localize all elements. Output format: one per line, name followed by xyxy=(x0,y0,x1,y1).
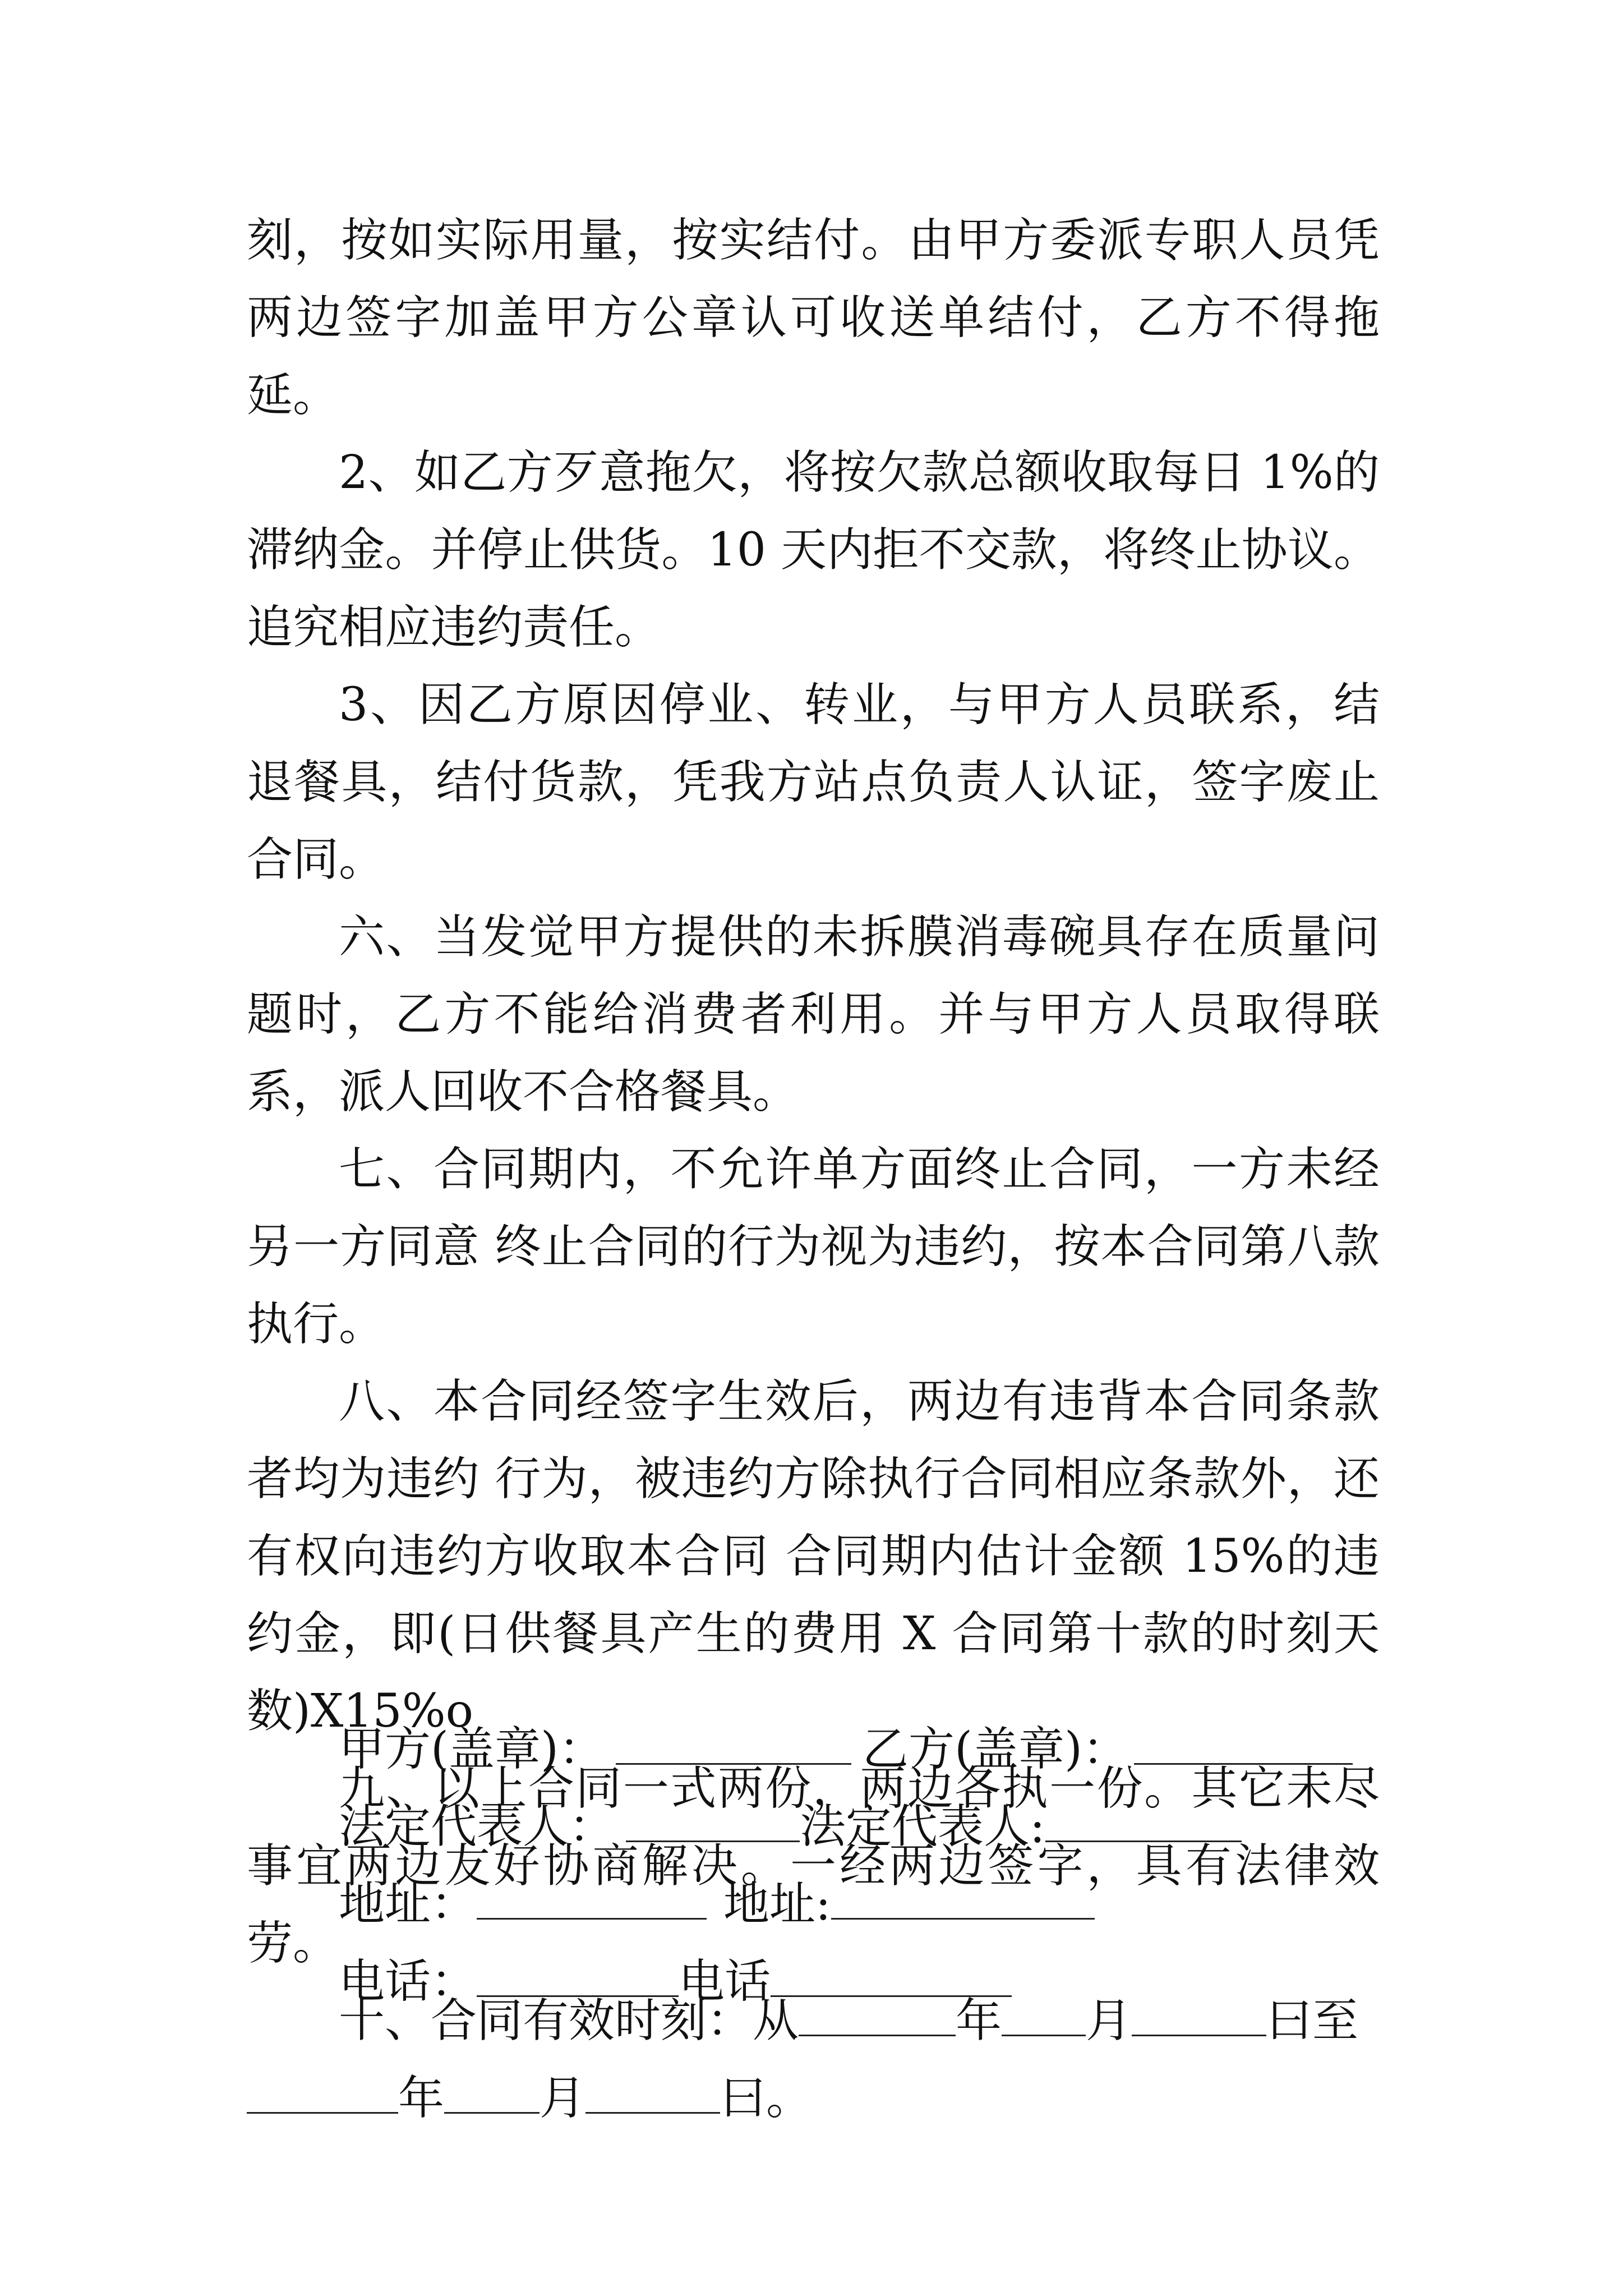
end-month-blank[interactable] xyxy=(444,2070,540,2114)
party-b-seal-blank[interactable] xyxy=(1134,1722,1353,1765)
phone-row xyxy=(339,1943,1353,2021)
legal-rep-row xyxy=(339,1788,1353,1866)
seal-row xyxy=(339,1711,1353,1788)
paragraph-quality-issue: 六、当发觉甲方提供的未拆膜消毒碗具存在质量问题时，乙方不能给消费者利用。并与甲方人员取得联系，派人回收不合格餐具。 xyxy=(247,910,1380,1119)
validity-year-end: 年 xyxy=(398,2072,445,2125)
address-a-blank[interactable] xyxy=(477,1876,707,1920)
phone-a-label: 电话： xyxy=(339,1955,477,2008)
paragraph-unilateral-termination: 七、合同期内，不允许单方面终止合同，一方未经另一方同意 终止合同的行为视为违约，按本合同第八款执行。 xyxy=(247,1143,1380,1351)
validity-month-end: 月 xyxy=(540,2072,586,2125)
address-b-label: 地址: xyxy=(723,1878,831,1931)
validity-day-to: 曰至 xyxy=(1266,1994,1359,2047)
validity-day-end: 曰。 xyxy=(720,2072,813,2125)
address-b-blank[interactable] xyxy=(831,1876,1095,1920)
signature-block xyxy=(339,1711,1353,2021)
address-a-label: 地址： xyxy=(339,1878,477,1931)
paragraph-termination-by-b: 3、因乙方原因停业、转业，与甲方人员联系，结退餐具，结付货款，凭我方站点负责人认证，签字废止合同。 xyxy=(247,678,1380,886)
party-a-seal-blank[interactable] xyxy=(616,1722,851,1765)
end-year-blank[interactable] xyxy=(247,2070,398,2114)
legal-rep-a-blank[interactable] xyxy=(626,1799,800,1842)
legal-rep-b-blank[interactable] xyxy=(1045,1799,1242,1842)
paragraph-payment-settlement: 刻，按如实际用量，按实结付。由甲方委派专职人员凭两边签字加盖甲方公章认可收送单结付，乙方不得拖延。 xyxy=(247,214,1380,422)
validity-prefix: 十、合同有效时刻：从 xyxy=(339,1994,799,2047)
paragraph-copies: 九、以上合同一式两份，两边各执一份。其它未尽事宜两边友好协商解决。一经两边签字，具有法律效劳。 xyxy=(247,1762,1380,1970)
validity-month-start: 月 xyxy=(1086,1994,1132,2047)
phone-a-blank[interactable] xyxy=(477,1954,679,1997)
paragraph-late-fee: 2、如乙方歹意拖欠，将按欠款总额收取每日 1%的滞纳金。并停止供货。10 天内拒不交款，将终止协议。追究相应违约责任。 xyxy=(247,446,1380,654)
address-row xyxy=(339,1866,1353,1943)
paragraph-breach-penalty: 八、本合同经签字生效后，两边有违背本合同条款者均为违约 行为，被违约方除执行合同相应条款外，还有权向违约方收取本合同 合同期内估计金额 15%的违约金，即(日供餐具产生的费用 X 合同第十款的时刻天数)X15%o xyxy=(247,1375,1380,1738)
phone-b-label: 电话 xyxy=(679,1955,771,2008)
legal-rep-a-label: 法定代表人： xyxy=(339,1800,615,1853)
party-a-seal-label: 甲方(盖章)： xyxy=(339,1723,605,1776)
legal-rep-b-label: 法定代表人: xyxy=(800,1800,1045,1853)
end-day-blank[interactable] xyxy=(585,2070,720,2114)
validity-year-start: 年 xyxy=(956,1994,1002,2047)
party-b-seal-label: 乙方(盖章)： xyxy=(862,1723,1128,1776)
phone-b-blank[interactable] xyxy=(771,1954,1012,1997)
